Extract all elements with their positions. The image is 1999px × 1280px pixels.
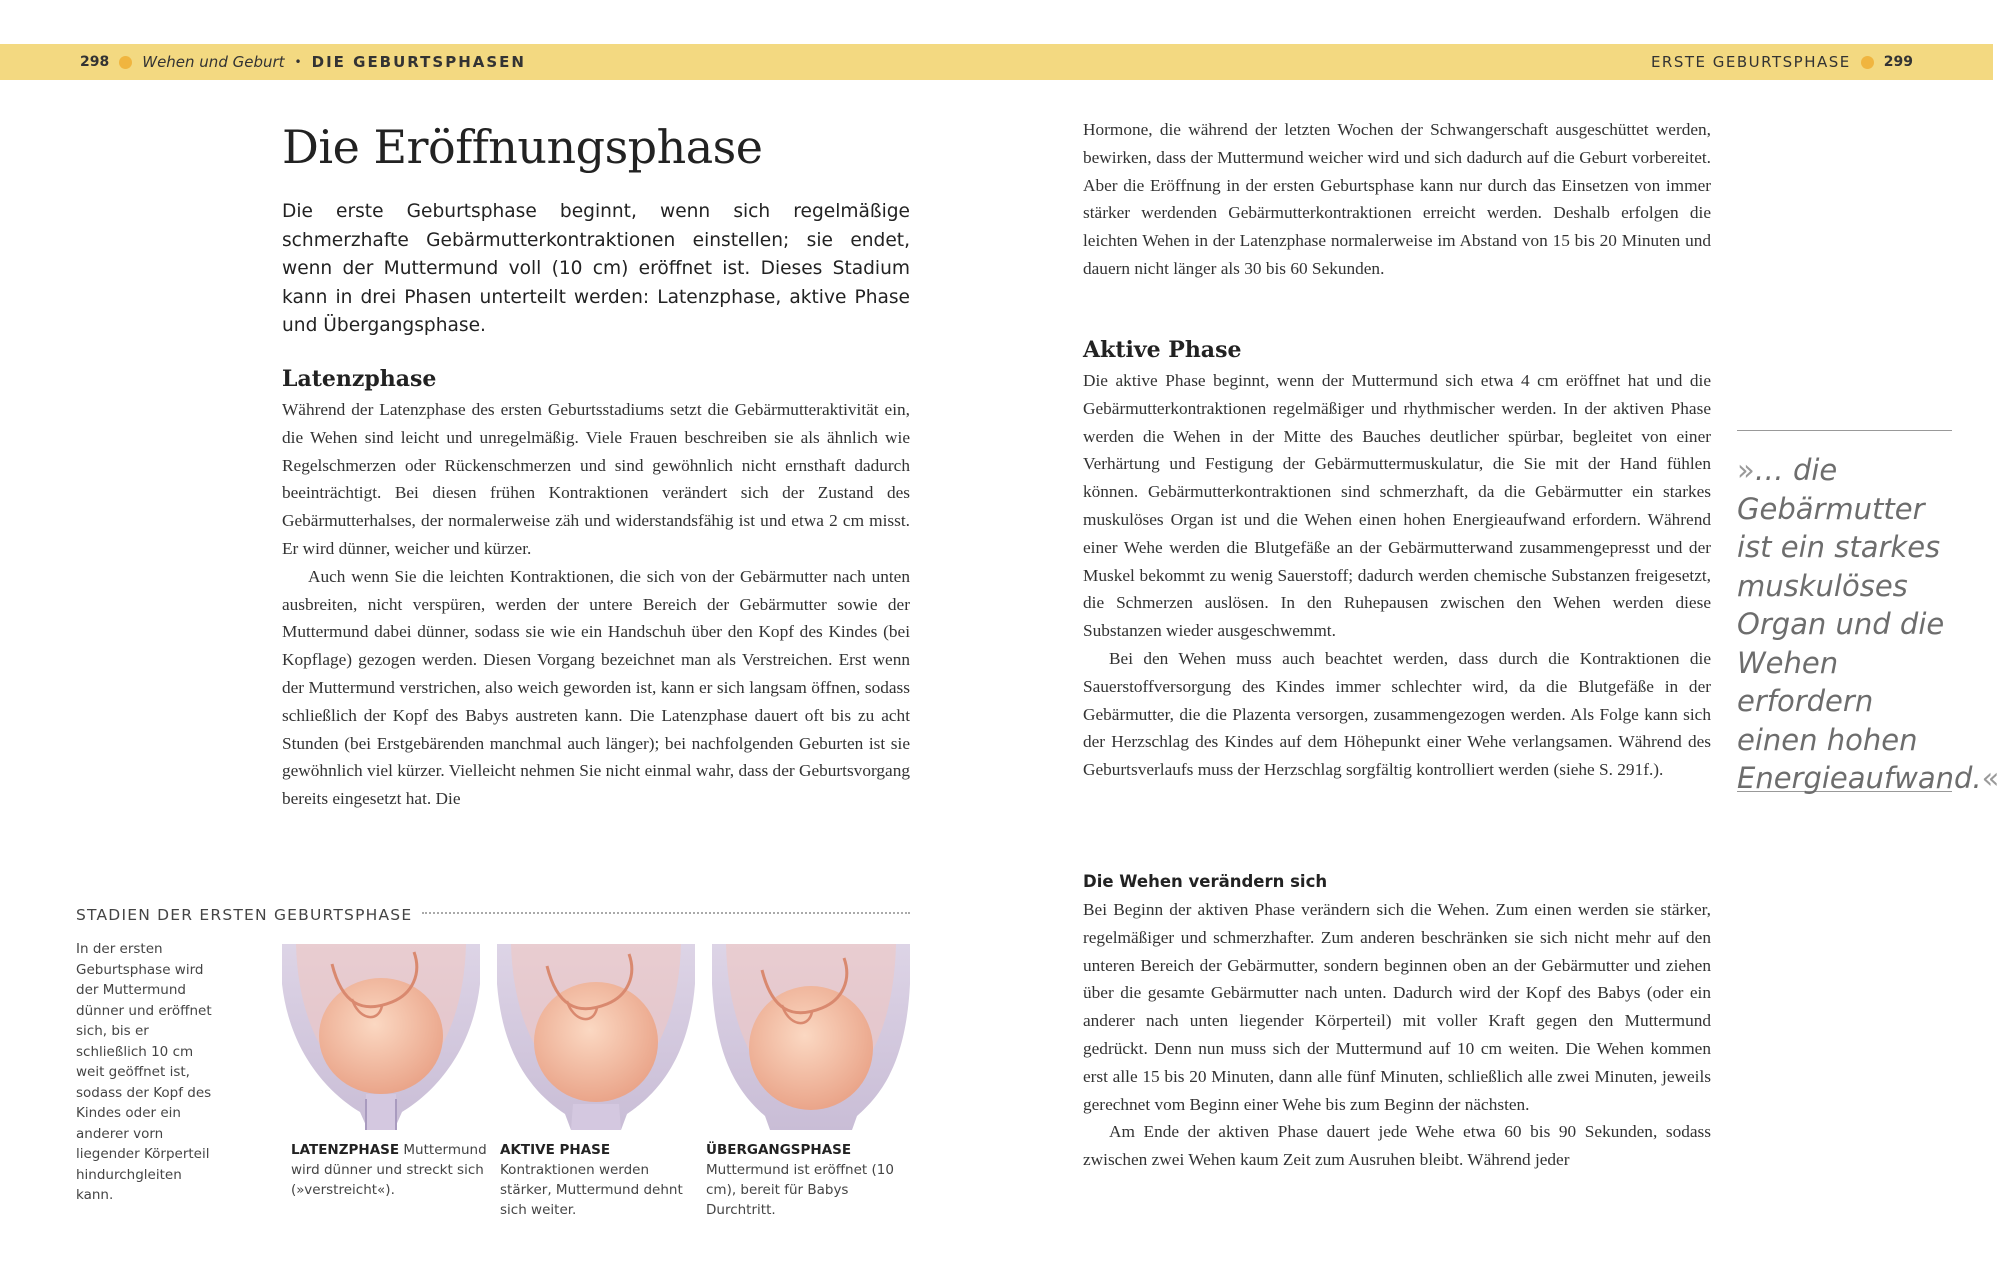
intro-paragraph: Die erste Geburtsphase beginnt, wenn sich regelmäßige schmerzhafte Gebärmutterkontraktionen einstellen; sie endet, wenn der Muttermund voll (10 cm) eröffnet ist. Dieses Stadium kann in drei Phasen unterteilt werden: Latenzphase, aktive Phase und Übergangsphase. [282, 201, 910, 336]
latenz-paragraph-2: Auch wenn Sie die leichten Kontraktionen, die sich von der Gebärmutter nach unten ausbreiten, nicht verspüren, werden der untere Bereich der Gebärmutter sowie der Muttermund dabei dünner, sodass sie wie ein Handschuh über den Kopf des Kindes (bei Kopflage) gezogen werden. Diesen Vorgang bezeichnet man als Verstreichen. Erst wenn der Muttermund verstrichen, also weich geworden ist, kann er sich langsam öffnen, sodass schließlich der Kopf des Babys austreten kann. Die Latenzphase dauert oft bis zu acht Stunden (bei Erstgebärenden manchmal auch länger); bei nachfolgenden Geburten ist sie gewöhnlich viel kürzer. Vielleicht nehmen Sie nicht einmal wahr, dass der Geburtsvorgang bereits eingesetzt hat. Die [282, 566, 910, 809]
wehen-paragraph-2: Am Ende der aktiven Phase dauert jede Wehe etwa 60 bis 90 Sekunden, sodass zwischen zwei Wehen kaum Zeit zum Ausruhen bleibt. Während jeder [1083, 1122, 1711, 1170]
illustration-uebergangsphase [712, 944, 910, 1130]
caption-label: AKTIVE PHASE [500, 1142, 611, 1158]
running-header [0, 44, 1993, 80]
pull-quote-text [1737, 451, 1999, 798]
header-dot-icon [119, 56, 132, 69]
illustration-aktive-phase [497, 944, 695, 1130]
wehen-body [1083, 896, 1711, 1174]
aktive-body [1083, 367, 1711, 784]
caption-text: Muttermund wird dünner und streckt sich (»verstreicht«). [291, 1142, 487, 1198]
illustration-latenzphase [282, 944, 480, 1130]
stages-title: STADIEN DER ERSTEN GEBURTSPHASE [76, 906, 413, 924]
right-top-paragraph: Hormone, die während der letzten Wochen der Schwangerschaft ausgeschüttet werden, bewirken, dass der Muttermund weicher wird und sich dadurch auf die Geburt vorbereitet. Aber die Eröffnung in der ersten Geburtsphase kann nur durch das Einsetzen von immer stärker werdenden Gebärmutterkontraktionen erreicht werden. Deshalb erfolgen die leichten Wehen in der Latenzphase normalerweise im Abstand von 15 bis 20 Minuten und dauern nicht länger als 30 bis 60 Sekunden. [1083, 120, 1711, 278]
page-title: Die Eröffnungsphase [282, 120, 763, 174]
uterus-illustration-3 [712, 944, 910, 1130]
header-left [80, 44, 526, 80]
aktive-paragraph-1: Die aktive Phase beginnt, wenn der Muttermund sich etwa 4 cm eröffnet hat und die Gebärmutterkontraktionen regelmäßiger und rhythmischer werden. In der aktiven Phase werden die Wehen in der Mitte des Bauches deutlicher spürbar, begleitet von einer Verhärtung und Festigung der Gebärmuttermuskulatur, die Sie mit der Hand fühlen können. Gebärmutterkontraktionen sind schmerzhaft, da die Gebärmutter ein starkes muskulöses Organ ist und die Wehen einen hohen Energieaufwand erfordern. Während einer Wehe werden die Blutgefäße an der Gebärmutterwand zusammengepresst und der Muskel bekommt zu wenig Sauerstoff; dadurch werden chemische Substanzen freigesetzt, die Schmerzen auslösen. In den Ruhepausen zwischen den Wehen werden diese Substanzen wieder ausgeschwemmt. [1083, 371, 1711, 641]
chapter-title: Wehen und Geburt [142, 53, 285, 71]
section-title: DIE GEBURTSPHASEN [311, 53, 526, 71]
dotted-rule [422, 912, 910, 914]
heading-latenzphase: Latenzphase [282, 366, 437, 392]
pull-quote [1737, 430, 1999, 795]
wehen-paragraph-1: Bei Beginn der aktiven Phase verändern sich die Wehen. Zum einen werden sie stärker, regelmäßiger und schmerzhafter. Zum anderen beschränken sie sich nicht mehr auf den unteren Bereich der Gebärmutter, sondern beginnen oben an der Gebärmutter und ziehen über die gesamte Gebärmutter nach unten. Dadurch wird der Kopf des Babys (oder ein anderer nach unten liegender Körperteil) mit voller Kraft gegen den Muttermund gedrückt. Denn nun muss sich der Muttermund auf 10 cm weiten. Die Wehen kommen erst alle 15 bis 20 Minuten, dann alle fünf Minuten, schließlich alle zwei Minuten, jeweils gerechnet vom Beginn einer Wehe bis zum Beginn der nächsten. [1083, 900, 1711, 1114]
caption-aktive-phase [500, 1140, 698, 1220]
quote-body: … die Gebärmutter ist ein starkes muskulöses Organ und die Wehen erfordern einen hohen Energieaufwand. [1737, 453, 1982, 795]
caption-label: LATENZPHASE [291, 1142, 400, 1158]
quote-open-mark: » [1737, 453, 1755, 487]
stages-heading [76, 906, 910, 924]
caption-uebergangsphase [706, 1140, 904, 1220]
aktive-paragraph-2: Bei den Wehen muss auch beachtet werden, dass durch die Kontraktionen die Sauerstoffversorgung des Kindes immer schlechter wird, da die Blutgefäße in der Gebärmutter, die die Plazenta versorgen, zusammengezogen werden. Als Folge kann sich der Herzschlag des Kindes auf dem Höhepunkt einer Wehe verlangsamen. Während des Geburtsverlaufs muss der Herzschlag sorgfältig kontrolliert werden (siehe S. 291f.). [1083, 648, 1711, 780]
caption-text: Muttermund ist eröffnet (10 cm), bereit für Babys Durchtritt. [706, 1162, 894, 1218]
quote-close-mark: « [1981, 761, 1999, 795]
right-top-body [1083, 116, 1711, 283]
header-dot-icon-right [1861, 56, 1874, 69]
heading-aktive-phase: Aktive Phase [1083, 337, 1242, 363]
latenz-body [282, 396, 910, 813]
stages-side-caption: In der ersten Geburtsphase wird der Muttermund dünner und eröffnet sich, bis er schließlich 10 cm weit geöffnet ist, sodass der Kopf des Kindes oder ein anderer vorn liegender Körperteil hindurchgleiten kann. [76, 941, 212, 1203]
right-page-number: 299 [1883, 54, 1913, 70]
latenz-paragraph-1: Während der Latenzphase des ersten Geburtsstadiums setzt die Gebärmutteraktivität ein, die Wehen sind leicht und unregelmäßig. Viele Frauen beschreiben sie als ähnlich wie Regelschmerzen oder Rückenschmerzen und sind gewöhnlich nicht ernsthaft dadurch beeinträchtigt. Bei diesen frühen Kontraktionen verändert sich der Zustand des Gebärmutterhalses, der normalerweise zäh und widerstandsfähig ist und etwa 2 cm misst. Er wird dünner, weicher und kürzer. [282, 400, 910, 558]
uterus-illustration-1 [282, 944, 480, 1130]
left-page-number: 298 [80, 54, 110, 70]
uterus-illustration-2 [497, 944, 695, 1130]
caption-latenzphase [291, 1140, 489, 1200]
heading-wehen-veraendern: Die Wehen verändern sich [1083, 872, 1328, 891]
caption-label: ÜBERGANGSPHASE [706, 1142, 852, 1158]
caption-text: Kontraktionen werden stärker, Muttermund dehnt sich weiter. [500, 1162, 683, 1218]
header-right [1651, 44, 1913, 80]
right-section-title: ERSTE GEBURTSPHASE [1650, 53, 1851, 71]
header-separator: • [294, 55, 302, 69]
